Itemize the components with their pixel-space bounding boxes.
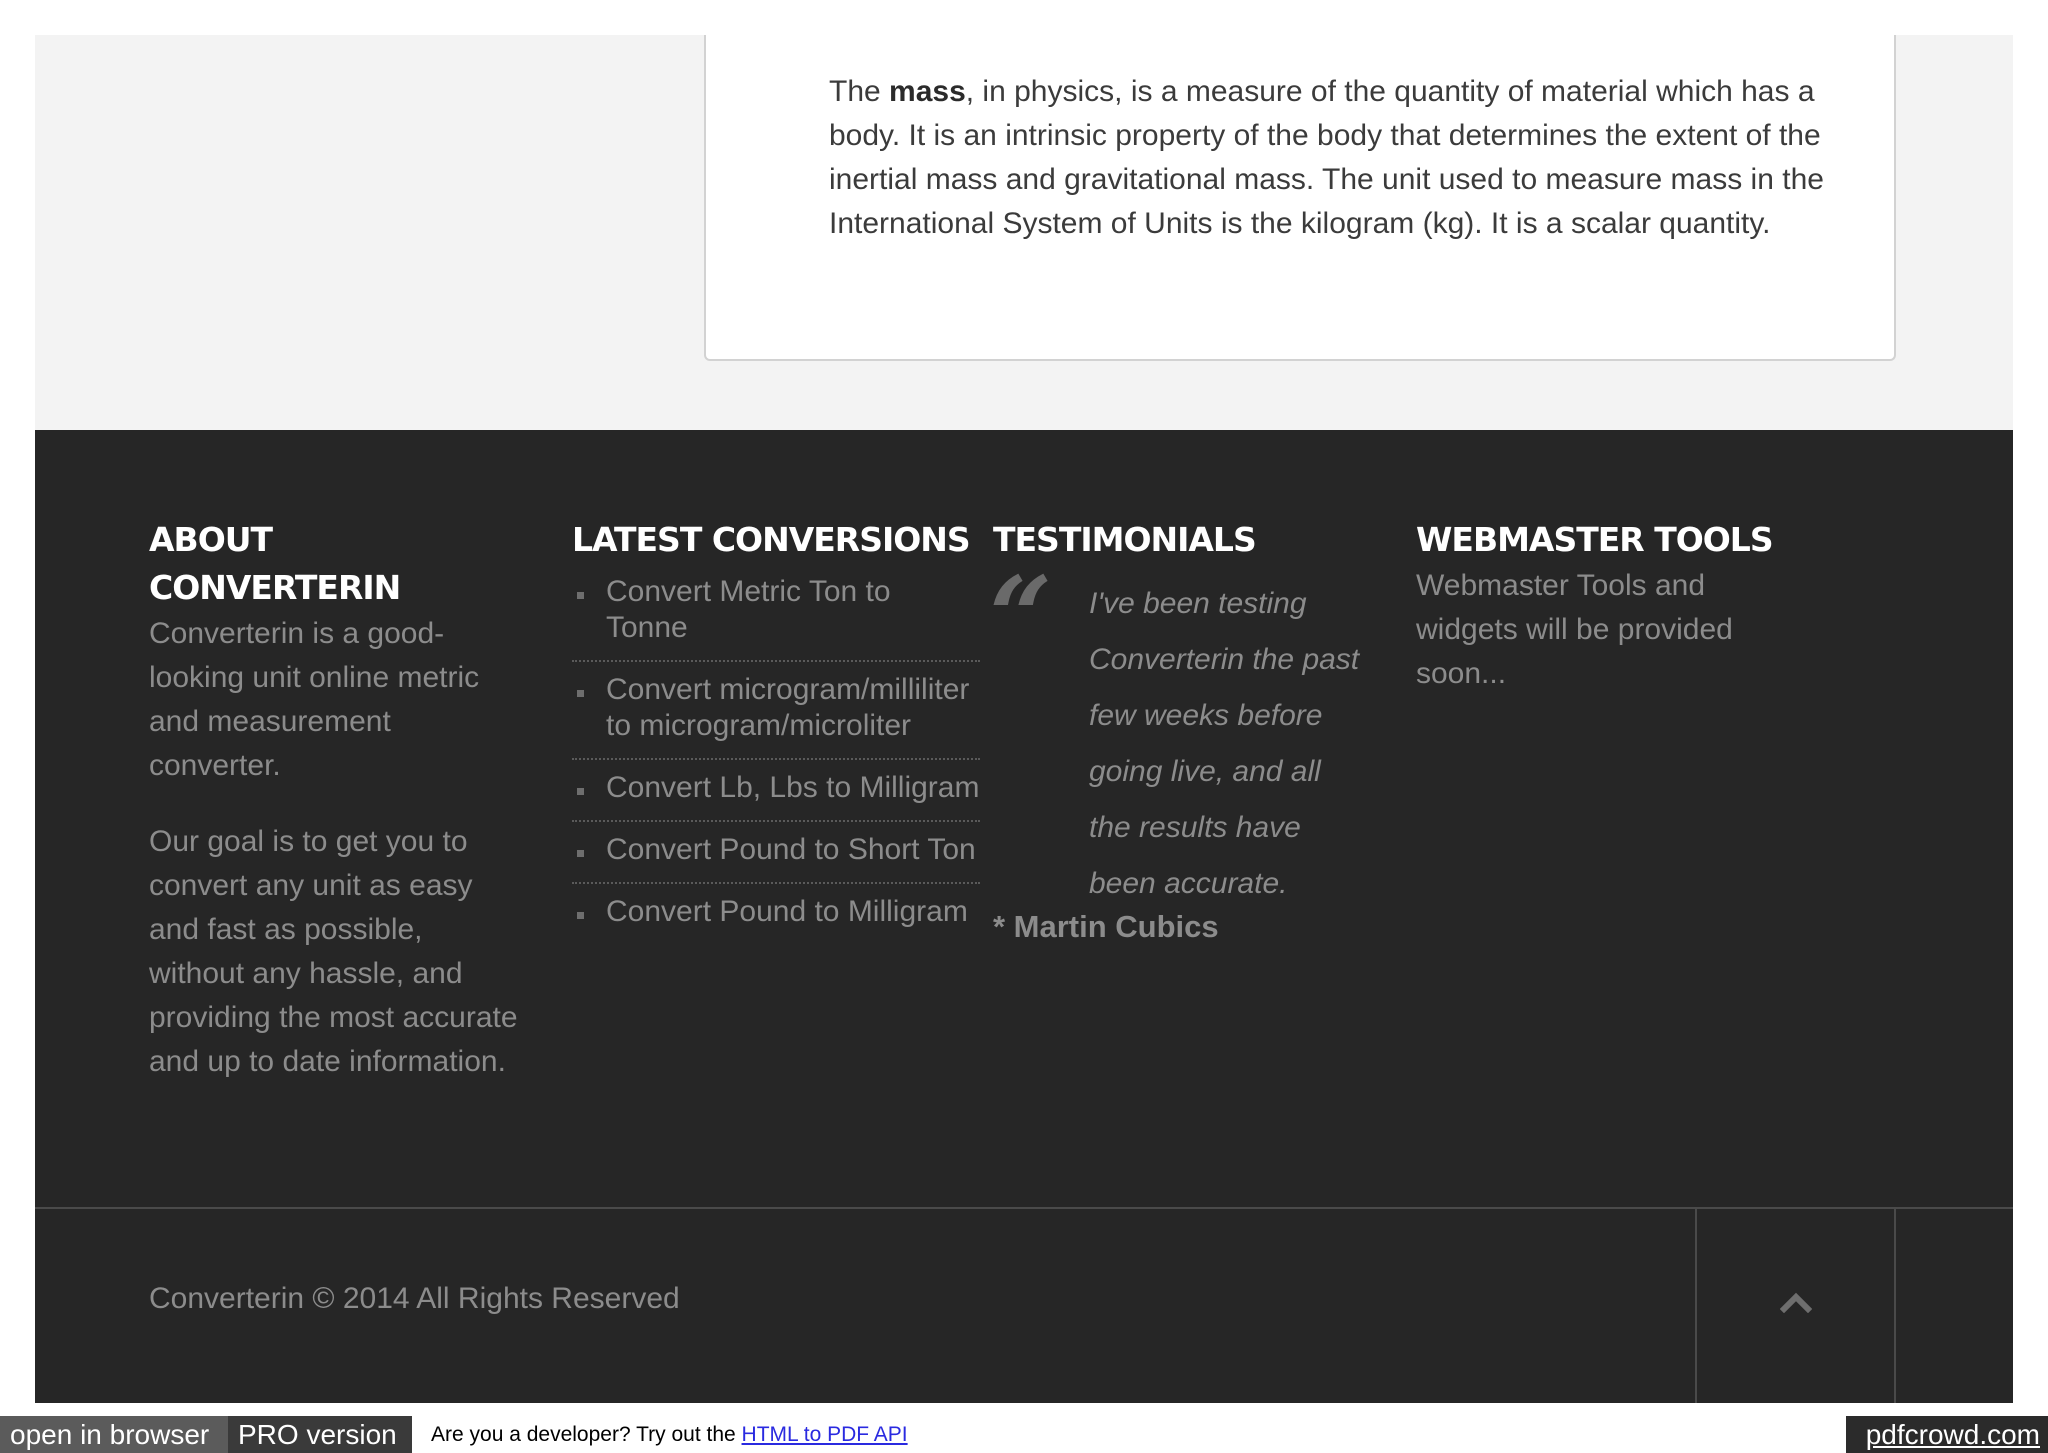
bullet-icon (577, 788, 584, 795)
tools-title: WEBMASTER TOOLS (1416, 520, 1773, 559)
mass-description (829, 70, 1889, 246)
page (35, 35, 2013, 1403)
conversion-link[interactable]: Convert microgram/milliliter to microgram/microliter (606, 673, 970, 742)
footer-latest-conversions (572, 516, 980, 944)
testimonials-title: TESTIMONIALS (993, 520, 1256, 559)
testimonial-author: * Martin Cubics (993, 909, 1219, 944)
mass-prefix: The (829, 75, 890, 108)
conversion-link[interactable]: Convert Pound to Short Ton (606, 833, 976, 866)
mass-term: mass (889, 75, 966, 108)
conversion-link[interactable]: Convert Lb, Lbs to Milligram (606, 771, 980, 804)
html-to-pdf-api-link[interactable]: HTML to PDF API (741, 1423, 908, 1446)
list-item (572, 564, 980, 662)
testimonial-quote: I've been testing Converterin the past few weeks before going live, and all the results have been accurate. (1089, 587, 1360, 900)
footer-webmaster-tools (1416, 516, 1796, 696)
about-paragraph: Our goal is to get you to convert any unit as easy and fast as possible, without any hassle, and providing the most accurate and up to date information. (149, 825, 518, 1078)
list-item (572, 662, 980, 760)
bullet-icon (577, 592, 584, 599)
bullet-icon (577, 850, 584, 857)
bullet-icon (577, 912, 584, 919)
pro-version-button[interactable]: PRO version (228, 1416, 412, 1453)
list-item (572, 822, 980, 884)
footer-bottom-bar (35, 1207, 2013, 1403)
developer-promo (431, 1416, 908, 1453)
about-title: ABOUT CONVERTERIN (149, 520, 401, 607)
open-in-browser-button[interactable]: open in browser (0, 1416, 228, 1453)
back-to-top-button[interactable] (1695, 1209, 1896, 1403)
mass-info-card (704, 35, 1896, 361)
latest-title: LATEST CONVERSIONS (572, 520, 970, 559)
conversion-link[interactable]: Convert Metric Ton to Tonne (606, 575, 891, 644)
pdfcrowd-brand-link[interactable]: pdfcrowd.com (1846, 1416, 2048, 1453)
content-area (35, 35, 2013, 430)
list-item (572, 884, 980, 944)
footer-about (149, 516, 519, 1084)
mass-body: , in physics, is a measure of the quantity of material which has a body. It is an intrinsic property of the body that determines the extent of the inertial mass and gravitational mass. The unit used to measure mass in the International System of Units is the kilogram (kg). It is a scalar quantity. (829, 75, 1824, 240)
conversion-link[interactable]: Convert Pound to Milligram (606, 895, 968, 928)
tools-text: Webmaster Tools and widgets will be provided soon... (1416, 569, 1733, 690)
pdf-toolbar (0, 1416, 2048, 1453)
developer-promo-text: Are you a developer? Try out the (431, 1423, 742, 1446)
quote-icon: “ (989, 552, 1053, 681)
chevron-up-icon (1780, 1291, 1812, 1313)
about-paragraph: Converterin is a good-looking unit online metric and measurement converter. (149, 617, 480, 782)
list-item (572, 760, 980, 822)
footer (35, 430, 2013, 1403)
copyright-text: Converterin © 2014 All Rights Reserved (149, 1282, 680, 1315)
bullet-icon (577, 690, 584, 697)
conversion-list (572, 564, 980, 944)
footer-testimonials (989, 516, 1373, 944)
